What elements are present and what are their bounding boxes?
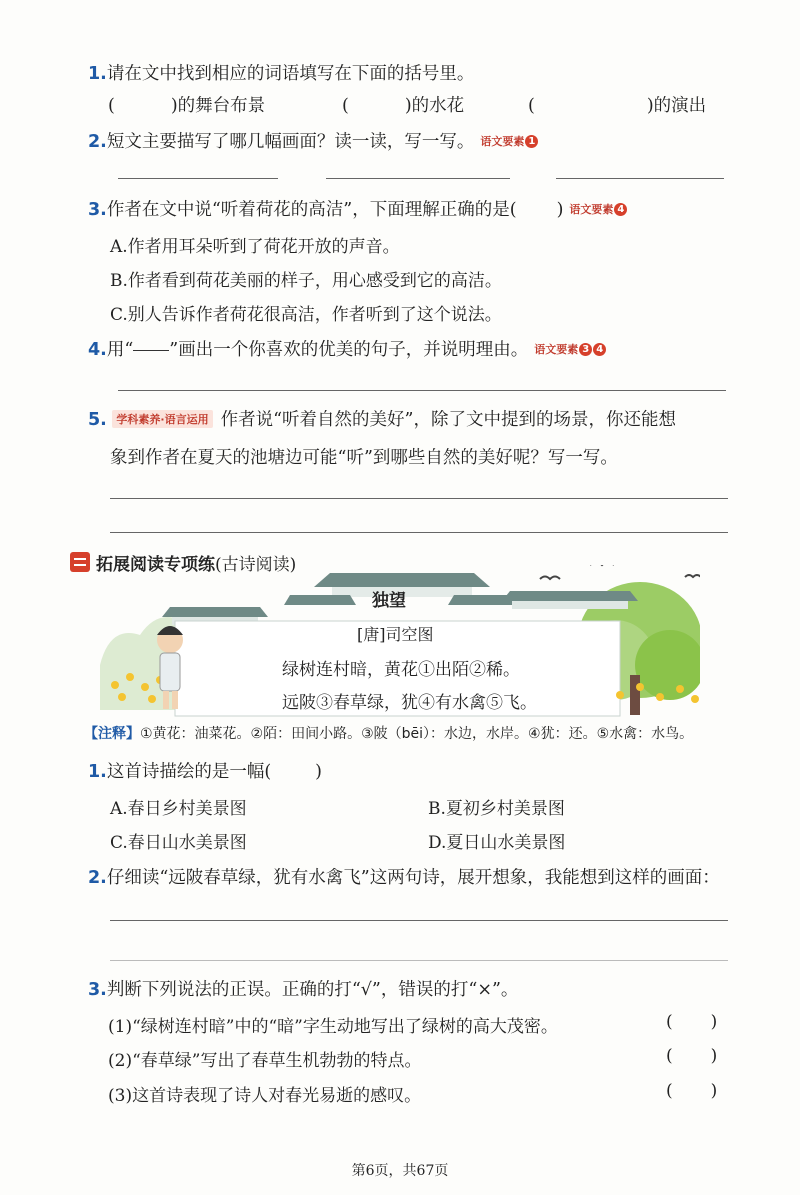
blank-2[interactable]: ( )的水花	[342, 96, 465, 116]
question-2: 2.短文主要描写了哪几幅画面？读一读，写一写。 语文要素 1	[88, 128, 538, 153]
skill-tag: 语文要素 3 4	[534, 343, 606, 356]
option-d[interactable]: D.夏日山水美景图	[428, 833, 566, 853]
underline-sample	[133, 336, 169, 351]
answer-line[interactable]	[118, 390, 726, 391]
answer-line[interactable]	[110, 498, 728, 499]
judgement-answer-box[interactable]: ( )	[666, 1081, 718, 1101]
answer-line[interactable]	[110, 960, 728, 961]
poem-line-1: 绿树连村暗，黄花①出陌②稀。	[282, 660, 520, 680]
annotation: 【注释】①黄花：油菜花。②陌：田间小路。③陂（bēi）：水边，水岸。④犹：还。⑤水禽：水鸟。	[84, 726, 694, 742]
question-1: 1.请在文中找到相应的词语填写在下面的括号里。	[88, 64, 475, 84]
answer-line[interactable]	[110, 532, 728, 533]
poem-line-2: 远陂③春草绿，犹④有水禽⑤飞。	[282, 693, 537, 713]
judgement-answer-box[interactable]: ( )	[666, 1046, 718, 1066]
question-1-text: 请在文中找到相应的词语填写在下面的括号里。	[106, 64, 475, 84]
judgement-answer-box[interactable]: ( )	[666, 1012, 718, 1032]
question-3: 3.作者在文中说“听着荷花的高洁”，下面理解正确的是( ) 语文要素 4	[88, 196, 627, 221]
option-b[interactable]: B.作者看到荷花美丽的样子，用心感受到它的高洁。	[110, 271, 502, 291]
judgement-item-3: (3)这首诗表现了诗人对春光易逝的感叹。	[108, 1086, 422, 1106]
option-b[interactable]: B.夏初乡村美景图	[428, 799, 565, 819]
poem-title: 独望	[372, 591, 406, 611]
answer-line[interactable]	[118, 178, 278, 179]
judgement-item-2: (2)“春草绿”写出了春草生机勃勃的特点。	[108, 1051, 422, 1071]
question-5-line2: 象到作者在夏天的池塘边可能“听”到哪些自然的美好呢？写一写。	[110, 448, 618, 468]
option-a[interactable]: A.作者用耳朵听到了荷花开放的声音。	[110, 237, 400, 257]
option-a[interactable]: A.春日乡村美景图	[110, 799, 247, 819]
option-c[interactable]: C.春日山水美景图	[110, 833, 247, 853]
page-number: 第6页，共67页	[351, 1163, 449, 1179]
blank-3[interactable]: ( )的演出	[528, 96, 707, 116]
poem-question-2: 2.仔细读“远陂春草绿，犹有水禽飞”这两句诗，展开想象，我能想到这样的画面：	[88, 868, 720, 888]
answer-line[interactable]	[326, 178, 510, 179]
answer-line[interactable]	[110, 920, 728, 921]
judgement-item-1: (1)“绿树连村暗”中的“暗”字生动地写出了绿树的高大茂密。	[108, 1017, 558, 1037]
question-4: 4.用“ ”画出一个你喜欢的优美的句子，并说明理由。 语文要素 3 4	[88, 336, 606, 361]
skill-tag: 语文要素 1	[480, 135, 538, 148]
question-5: 5. 学科素养·语言运用 作者说“听着自然的美好”，除了文中提到的场景，你还能想	[88, 410, 676, 430]
section-title: 拓展阅读专项练(古诗阅读)	[96, 555, 297, 575]
poem-question-3: 3.判断下列说法的正误。正确的打“√”，错误的打“×”。	[88, 980, 519, 1000]
poem-author: [唐]司空图	[357, 625, 434, 644]
section-number-icon	[70, 552, 90, 572]
skill-badge: 学科素养·语言运用	[112, 410, 212, 428]
poem-question-1: 1.这首诗描绘的是一幅( )	[88, 762, 322, 782]
option-c[interactable]: C.别人告诉作者荷花很高洁，作者听到了这个说法。	[110, 305, 502, 325]
answer-line[interactable]	[556, 178, 724, 179]
skill-tag: 语文要素 4	[569, 203, 627, 216]
blank-1[interactable]: ( )的舞台布景	[108, 96, 266, 116]
